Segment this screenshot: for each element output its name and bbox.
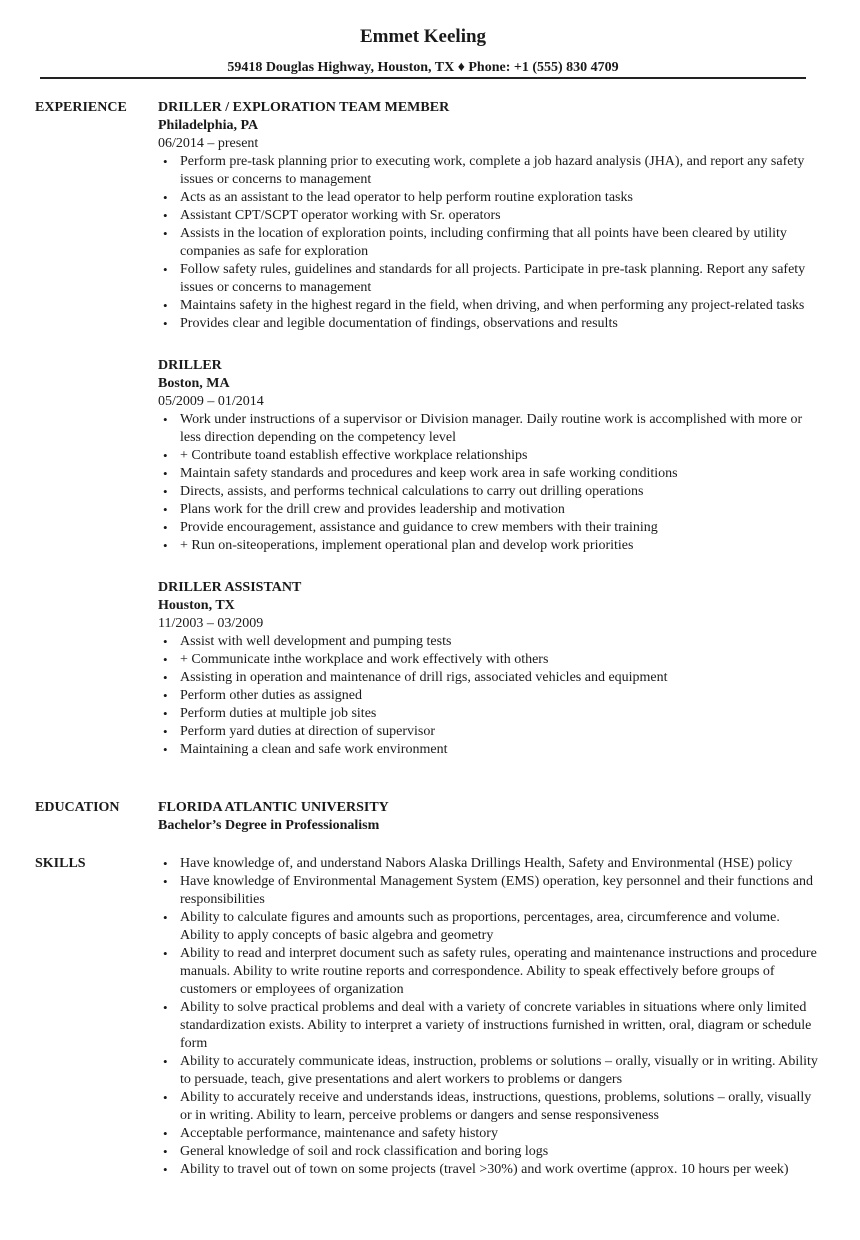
- bullet-icon: •: [163, 484, 168, 499]
- skill-item: [158, 945, 818, 999]
- candidate-name: Emmet Keeling: [359, 26, 487, 47]
- bullet-text: Provide encouragement, assistance and guidance to crew members with their training: [180, 520, 658, 535]
- job-dates: 11/2003 – 03/2009: [158, 616, 264, 631]
- bullet-text: Work under instructions of a supervisor or Division manager. Daily routine work is accomplished with more or less direction depending on the competency level: [180, 412, 803, 445]
- bullet-icon: •: [163, 742, 168, 757]
- bullet-item: [158, 447, 818, 465]
- bullet-item: [158, 633, 818, 651]
- school-name: FLORIDA ATLANTIC UNIVERSITY: [158, 800, 389, 815]
- bullet-text: Assist with well development and pumping tests: [180, 634, 452, 649]
- bullet-text: Maintain safety standards and procedures and keep work area in safe working conditions: [180, 466, 678, 481]
- bullet-icon: •: [163, 1144, 168, 1159]
- bullet-item: [158, 651, 818, 669]
- skill-item: [158, 1125, 818, 1143]
- bullet-item: [158, 705, 818, 723]
- skills-bullets: [158, 855, 818, 1179]
- skill-item: [158, 855, 818, 873]
- bullet-icon: •: [163, 208, 168, 223]
- bullet-text: + Contribute toand establish effective workplace relationships: [180, 448, 528, 463]
- skill-text: Ability to accurately communicate ideas, instruction, problems or solutions – orally, visually or in writing. Ability to persuade, teach, give presentations and alert workers to problems or dangers: [180, 1054, 818, 1087]
- bullet-icon: •: [163, 190, 168, 205]
- bullet-icon: •: [163, 412, 168, 427]
- bullet-item: [158, 315, 818, 333]
- skill-text: General knowledge of soil and rock classification and boring logs: [180, 1144, 549, 1159]
- bullet-item: [158, 723, 818, 741]
- bullet-icon: •: [163, 856, 168, 871]
- skill-text: Have knowledge of, and understand Nabors Alaska Drillings Health, Safety and Environmental (HSE) policy: [180, 856, 793, 871]
- degree-name: Bachelor’s Degree in Professionalism: [158, 818, 380, 833]
- skill-item: [158, 1161, 818, 1179]
- section-title-education: EDUCATION: [35, 800, 120, 815]
- bullet-item: [158, 261, 818, 297]
- bullet-item: [158, 189, 818, 207]
- bullet-icon: •: [163, 538, 168, 553]
- bullet-icon: •: [163, 910, 168, 925]
- bullet-text: Acts as an assistant to the lead operator to help perform routine exploration tasks: [180, 190, 633, 205]
- section-title-skills: SKILLS: [35, 856, 86, 871]
- bullet-text: Perform duties at multiple job sites: [180, 706, 377, 721]
- bullet-text: Follow safety rules, guidelines and standards for all projects. Participate in pre-task planning. Report any safety issues or concerns to management: [180, 262, 806, 295]
- bullet-text: Assisting in operation and maintenance of drill rigs, associated vehicles and equipment: [180, 670, 668, 685]
- skill-text: Ability to solve practical problems and deal with a variety of concrete variables in situations where only limited standardization exists. Ability to interpret a variety of instructions furnished in written, oral, diagram or schedule form: [180, 1000, 812, 1051]
- job-bullets: [158, 411, 818, 555]
- bullet-icon: •: [163, 1054, 168, 1069]
- bullet-icon: •: [163, 262, 168, 277]
- education-body: [158, 799, 818, 835]
- bullet-text: + Communicate inthe workplace and work effectively with others: [180, 652, 549, 667]
- skill-text: Have knowledge of Environmental Management System (EMS) operation, key personnel and their functions and responsibilities: [180, 874, 813, 907]
- header-divider: [40, 77, 806, 79]
- bullet-item: [158, 153, 818, 189]
- job-dates: 06/2014 – present: [158, 136, 259, 151]
- bullet-text: + Run on-siteoperations, implement operational plan and develop work priorities: [180, 538, 634, 553]
- job-entry: [158, 99, 818, 333]
- skill-item: [158, 999, 818, 1053]
- skill-item: [158, 1143, 818, 1161]
- bullet-text: Plans work for the drill crew and provides leadership and motivation: [180, 502, 565, 517]
- job-bullets: [158, 633, 818, 759]
- job-dates: 05/2009 – 01/2014: [158, 394, 264, 409]
- bullet-item: [158, 225, 818, 261]
- bullet-icon: •: [163, 1000, 168, 1015]
- skill-text: Acceptable performance, maintenance and safety history: [180, 1126, 498, 1141]
- bullet-item: [158, 483, 818, 501]
- bullet-icon: •: [163, 154, 168, 169]
- job-location: Houston, TX: [158, 598, 235, 613]
- resume-header: [40, 25, 806, 77]
- job-title: DRILLER ASSISTANT: [158, 580, 302, 595]
- bullet-item: [158, 669, 818, 687]
- experience-list: [158, 99, 818, 759]
- bullet-text: Perform pre-task planning prior to executing work, complete a job hazard analysis (JHA), and report any safety issues or concerns to management: [180, 154, 805, 187]
- bullet-item: [158, 465, 818, 483]
- bullet-item: [158, 519, 818, 537]
- bullet-icon: •: [163, 652, 168, 667]
- job-location: Philadelphia, PA: [158, 118, 259, 133]
- bullet-icon: •: [163, 874, 168, 889]
- bullet-icon: •: [163, 520, 168, 535]
- job-location: Boston, MA: [158, 376, 230, 391]
- bullet-icon: •: [163, 1162, 168, 1177]
- bullet-text: Perform yard duties at direction of supervisor: [180, 724, 436, 739]
- bullet-icon: •: [163, 670, 168, 685]
- bullet-icon: •: [163, 946, 168, 961]
- bullet-icon: •: [163, 1090, 168, 1105]
- bullet-icon: •: [163, 724, 168, 739]
- bullet-icon: •: [163, 448, 168, 463]
- skill-text: Ability to calculate figures and amounts such as proportions, percentages, area, circumference and volume. Ability to apply concepts of basic algebra and geometry: [180, 910, 780, 943]
- bullet-text: Maintains safety in the highest regard in the field, when driving, and when performing any project-related tasks: [180, 298, 805, 313]
- bullet-text: Provides clear and legible documentation of findings, observations and results: [180, 316, 618, 331]
- skill-text: Ability to travel out of town on some projects (travel >30%) and work overtime (approx. 10 hours per week): [180, 1162, 789, 1177]
- bullet-text: Assistant CPT/SCPT operator working with Sr. operators: [180, 208, 501, 223]
- bullet-item: [158, 411, 818, 447]
- job-entry: [158, 357, 818, 555]
- bullet-icon: •: [163, 316, 168, 331]
- skill-item: [158, 909, 818, 945]
- contact-line: 59418 Douglas Highway, Houston, TX ♦ Phone: +1 (555) 830 4709: [227, 60, 619, 75]
- bullet-icon: •: [163, 502, 168, 517]
- skill-item: [158, 1089, 818, 1125]
- bullet-item: [158, 297, 818, 315]
- bullet-text: Assists in the location of exploration points, including confirming that all points have been cleared by utility companies as safe for exploration: [180, 226, 787, 259]
- skill-text: Ability to read and interpret document such as safety rules, operating and maintenance instructions and procedure manuals. Ability to write routine reports and correspondence. Ability to speak effectively before groups of customers or employees of organization: [180, 946, 817, 997]
- section-title-experience: EXPERIENCE: [35, 100, 127, 115]
- job-title: DRILLER / EXPLORATION TEAM MEMBER: [158, 100, 450, 115]
- bullet-icon: •: [163, 1126, 168, 1141]
- bullet-item: [158, 501, 818, 519]
- bullet-icon: •: [163, 634, 168, 649]
- bullet-item: [158, 687, 818, 705]
- bullet-item: [158, 741, 818, 759]
- skill-item: [158, 873, 818, 909]
- bullet-icon: •: [163, 466, 168, 481]
- bullet-icon: •: [163, 706, 168, 721]
- bullet-icon: •: [163, 688, 168, 703]
- job-title: DRILLER: [158, 358, 222, 373]
- bullet-item: [158, 207, 818, 225]
- skill-text: Ability to accurately receive and understands ideas, instructions, questions, problems, solutions – orally, visually or in writing. Ability to learn, perceive problems or dangers and sense responsiveness: [180, 1090, 812, 1123]
- bullet-text: Perform other duties as assigned: [180, 688, 362, 703]
- job-entry: [158, 579, 818, 759]
- bullet-item: [158, 537, 818, 555]
- job-bullets: [158, 153, 818, 333]
- skill-item: [158, 1053, 818, 1089]
- bullet-icon: •: [163, 298, 168, 313]
- bullet-text: Directs, assists, and performs technical calculations to carry out drilling operations: [180, 484, 644, 499]
- skills-body: [158, 855, 818, 1179]
- bullet-text: Maintaining a clean and safe work environment: [180, 742, 448, 757]
- bullet-icon: •: [163, 226, 168, 241]
